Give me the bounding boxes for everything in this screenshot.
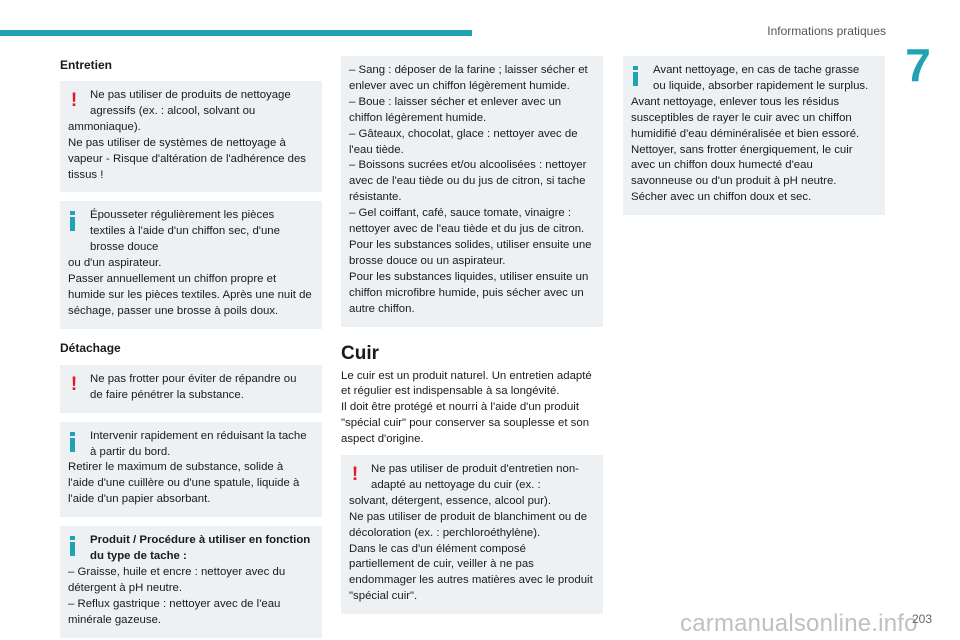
warning-icon: ! xyxy=(351,464,359,486)
info-text: Intervenir rapidement en réduisant la tache à partir du bord. Retirer le maximum de substance, solide à l'aide d'une cuillère ou d'une spatule, liquide à l'aide d'un papier absorbant. xyxy=(68,429,307,506)
column-3 xyxy=(623,56,885,215)
info-box-leather-cleaning xyxy=(623,56,885,215)
section-title: Informations pratiques xyxy=(767,24,886,38)
warning-text: Ne pas frotter pour éviter de répandre ou de faire pénétrer la substance. xyxy=(90,372,297,401)
warning-box-cleaning-products xyxy=(60,81,322,192)
info-text: Produit / Procédure à utiliser en fonction du type de tache : – Graisse, huile et encre : nettoyer avec du détergent à pH neutre. – Reflux gastrique : nettoyer avec de l'eau minérale gazeuse. xyxy=(68,534,311,626)
warning-text: Ne pas utiliser de produits de nettoyage agressifs (ex. : alcool, solvant ou ammoniaque). Ne pas utiliser de systèmes de nettoyage à vapeur - Risque d'altération de l'adhérence des tissus ! xyxy=(68,89,307,181)
info-icon xyxy=(70,211,75,231)
info-box-intervene xyxy=(60,422,322,518)
warning-icon: ! xyxy=(70,373,78,395)
info-text: Épousseter régulièrement les pièces textiles à l'aide d'un chiffon sec, d'une brosse douce ou d'un aspirateur. Passer annuellement un chiffon propre et humide sur les pièces textiles. Après une nuit de séchage, passer une brosse à poils doux. xyxy=(68,209,312,317)
info-text: Avant nettoyage, en cas de tache grasse ou liquide, absorber rapidement le surplus. Avant nettoyage, enlever tous les résidus susceptibles de rayer le cuir avec un chiffon humidifié d'eau déminéralisée et bien essoré. Nettoyer, sans frotter énergiquement, le cuir avec un chiffon doux humecté d'eau savonneuse ou d'un produit à pH neutre. Sécher avec un chiffon doux et sec. xyxy=(631,64,869,204)
stain-list-text: – Sang : déposer de la farine ; laisser sécher et enlever avec un chiffon légèrement humide. – Boue : laisser sécher et enlever avec un chiffon légèrement humide. – Gâteaux, chocolat, glace : nettoyer avec de l'eau tiède. – Boissons sucrées et/ou alcoolisées : nettoyer avec de l'eau tiède ou du jus de citron, si tache résistante. – Gel coiffant, café, sauce tomate, vinaigre : nettoyer avec de l'eau tiède et du jus de citron. Pour les substances solides, utiliser ensuite une brosse douce ou un aspirateur. Pour les substances liquides, utiliser ensuite un chiffon microfibre humide, puis sécher avec un autre chiffon. xyxy=(349,64,592,315)
info-icon xyxy=(70,536,75,556)
heading-entretien: Entretien xyxy=(60,58,113,72)
info-box-stain-products xyxy=(60,526,322,637)
info-icon xyxy=(70,432,75,452)
header-accent-bar xyxy=(0,30,472,36)
heading-cuir: Cuir xyxy=(341,342,379,364)
chapter-number: 7 xyxy=(905,39,931,91)
column-1 xyxy=(60,58,322,638)
cuir-paragraph: Le cuir est un produit naturel. Un entretien adapté et régulier est indispensable à sa longévité. Il doit être protégé et nourri à l'aide d'un produit "spécial cuir" pour conserver sa souplesse et son aspect d'origine. xyxy=(341,369,592,446)
heading-detachage: Détachage xyxy=(60,340,121,355)
warning-text: Ne pas utiliser de produit d'entretien non-adapté au nettoyage du cuir (ex. : solvant, détergent, essence, alcool pur). Ne pas utiliser de produit de blanchiment ou de décoloration (ex. : perchloroéthylène). Dans le cas d'un élément composé partiellement de cuir, veiller à ne pas endommager les autres matières avec le produit "spécial cuir". xyxy=(349,463,593,603)
stain-list-box xyxy=(341,56,603,327)
page-number: 203 xyxy=(911,612,932,626)
column-2 xyxy=(341,56,603,614)
warning-icon: ! xyxy=(70,90,78,111)
info-icon xyxy=(633,66,638,86)
warning-box-leather xyxy=(341,455,603,614)
watermark: carmanualsonline.info xyxy=(680,610,918,637)
warning-box-no-rubbing xyxy=(60,365,322,413)
info-box-dusting xyxy=(60,201,322,328)
